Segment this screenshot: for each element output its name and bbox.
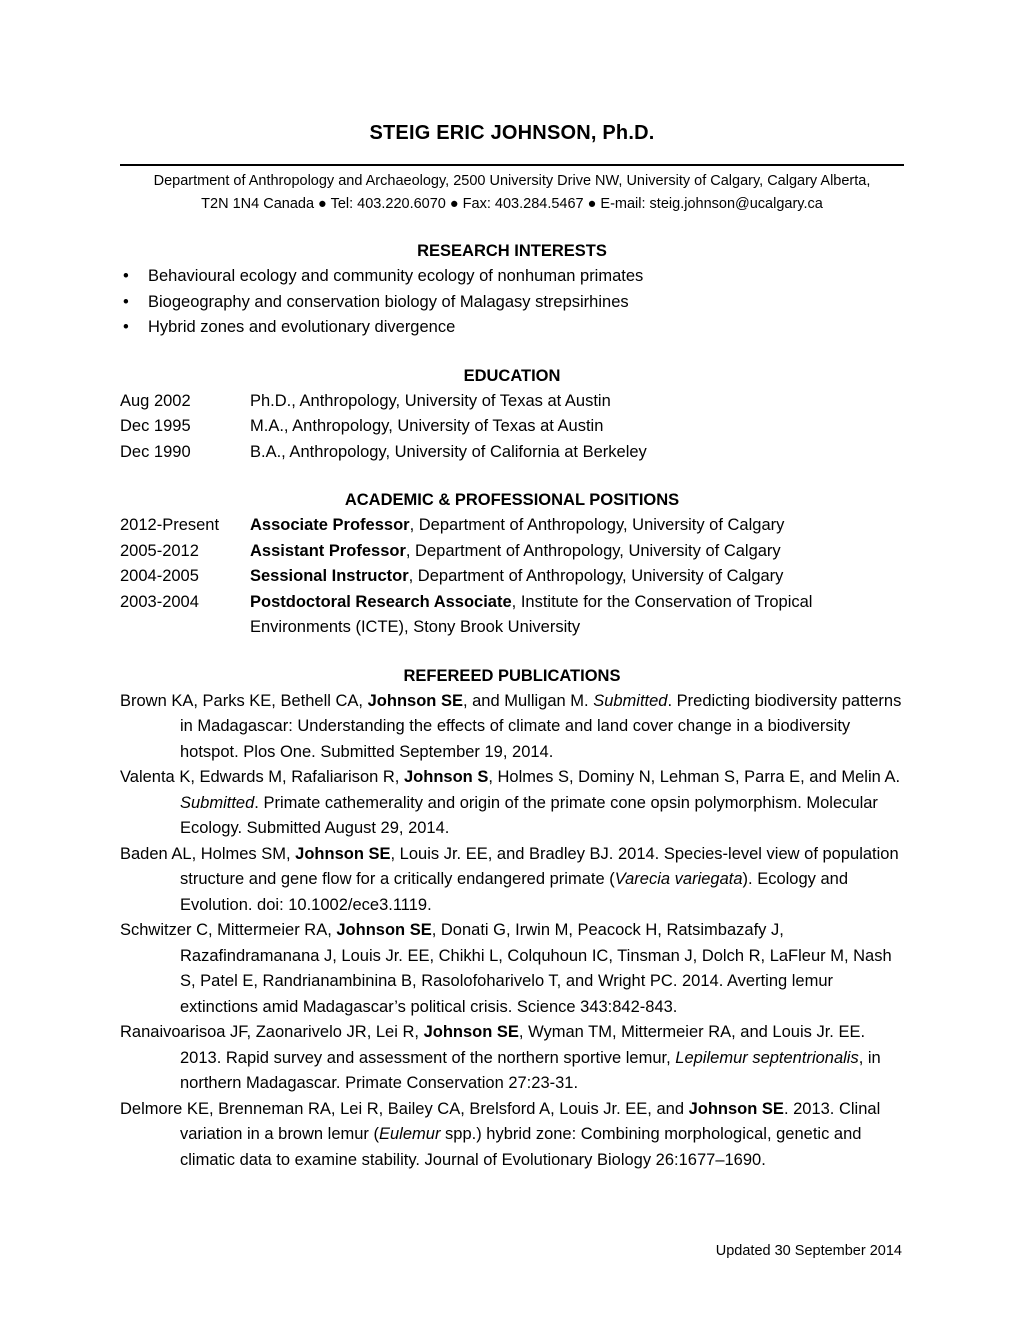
list-item [120,315,904,341]
text-segment: Ranaivoarisoa JF, Zaonarivelo JR, Lei R, [120,1023,424,1041]
list-item-text: Behavioural ecology and community ecology of nonhuman primates [148,267,644,285]
text-segment: Johnson S [403,768,489,786]
position-row [120,564,904,590]
cv-page [120,121,904,1173]
list-item [120,264,904,290]
text-segment: Johnson SE [688,1099,784,1118]
position-row [120,513,904,539]
text-segment: Johnson SE [295,844,391,863]
position-dates: 2003-2004 [120,592,199,611]
text-segment: , Department of Anthropology, University of Calgary [409,516,785,534]
education-detail: M.A., Anthropology, University of Texas at Austin [250,417,604,435]
position-detail [250,539,904,565]
contact-block [120,170,904,216]
publication-entry [120,842,904,919]
section-publications [120,663,904,1174]
text-segment: , and Mulligan M. [462,691,594,710]
text-segment: Varecia variegata [614,870,743,888]
education-date: Aug 2002 [120,391,191,410]
position-row [120,539,904,565]
page-title: STEIG ERIC JOHNSON, Ph.D. [369,122,655,144]
position-dates: 2005-2012 [120,541,199,560]
text-segment: . 2013. Clinal variation in a brown lemur ( [180,1099,881,1143]
publications-list [120,689,904,1174]
contact-address-line: Department of Anthropology and Archaeology, 2500 University Drive NW, University of Calgary, Calgary Alberta, [153,173,871,189]
text-segment: Submitted [593,691,668,710]
text-segment: Johnson SE [423,1023,519,1041]
position-row [120,590,904,641]
text-segment: ). Ecology and Evolution. doi: 10.1002/ece3.1119. [180,870,849,914]
text-segment: spp.) hybrid zone: Combining morphological, genetic and climatic data to examine stability. Journal of Evolutionary Biology 26:1677–1690. [180,1125,862,1169]
text-segment: Postdoctoral Research Associate [250,592,512,611]
section-heading: ACADEMIC & PROFESSIONAL POSITIONS [344,491,680,509]
text-segment: Associate Professor [250,516,410,534]
education-row [120,440,904,466]
education-detail: B.A., Anthropology, University of California at Berkeley [250,442,647,461]
text-segment: Eulemur [379,1125,441,1143]
text-segment: , Donati G, Irwin M, Peacock H, Ratsimbazafy J, Razafindramanana J, Louis Jr. EE, Chikhi L, Colquhoun IC, Tinsman J, Dolch R, LaFleur M, Nash S, Patel E, Randrianambinina B, Rasolofoharivelo T, and Wright PC. 2014. Averting lemur extinctions amid Madagascar’s political crisis. Science 343:842-843. [180,921,892,1016]
section-heading: RESEARCH INTERESTS [417,242,607,260]
text-segment: Brown KA, Parks KE, Bethell CA, [120,691,368,710]
section-education [120,363,904,466]
section-heading: EDUCATION [463,366,561,385]
text-segment: , in northern Madagascar. Primate Conservation 27:23-31. [180,1048,881,1092]
education-row [120,389,904,415]
text-segment: , Wyman TM, Mittermeier RA, and Louis Jr. EE. 2013. Rapid survey and assessment of the northern sportive lemur, [180,1023,866,1067]
bullet-icon: • [123,267,129,285]
publication-entry [120,689,904,766]
text-segment: Assistant Professor [250,541,406,560]
position-dates: 2012-Present [120,516,220,534]
section-research-interests [120,238,904,341]
education-date: Dec 1990 [120,442,191,461]
education-date: Dec 1995 [120,417,191,435]
education-detail: Ph.D., Anthropology, University of Texas at Austin [250,391,611,410]
text-segment: , Department of Anthropology, University of Calgary [405,541,781,560]
section-positions [120,487,904,641]
text-segment: , Holmes S, Dominy N, Lehman S, Parra E, and Melin A. [488,768,901,786]
text-segment: , Louis Jr. EE, and Bradley BJ. 2014. Species-level view of population structure and gene flow for a critically endangered primate ( [180,844,899,888]
publication-entry [120,1020,904,1097]
text-segment: , Department of Anthropology, University of Calgary [408,567,784,585]
position-detail [250,564,904,590]
education-list [120,389,904,466]
text-segment: . Primate cathemerality and origin of the primate cone opsin polymorphism. Molecular Ecology. Submitted August 29, 2014. [180,793,878,837]
header-divider-line [120,164,904,166]
text-segment: , Institute for the Conservation of Tropical Environments (ICTE), Stony Brook University [250,592,813,636]
education-row [120,414,904,440]
text-segment: Valenta K, Edwards M, Rafaliarison R, [120,768,404,786]
position-detail [250,590,904,641]
list-item-text: Biogeography and conservation biology of Malagasy strepsirhines [148,292,629,311]
text-segment: Baden AL, Holmes SM, [120,844,296,863]
publication-entry [120,1097,904,1174]
section-heading: REFEREED PUBLICATIONS [403,666,621,685]
position-dates: 2004-2005 [120,567,199,585]
list-item [120,290,904,316]
text-segment: Sessional Instructor [250,567,409,585]
contact-phone-email-line: T2N 1N4 Canada ● Tel: 403.220.6070 ● Fax: 403.284.5467 ● E-mail: steig.johnson@ucalgary.ca [201,196,823,212]
text-segment: Submitted [180,793,255,812]
positions-list [120,513,904,641]
publication-entry [120,765,904,842]
text-segment: Schwitzer C, Mittermeier RA, [120,921,337,939]
text-segment: . Predicting biodiversity patterns in Madagascar: Understanding the effects of climate and land cover change in a biodiversity hotspot. Plos One. Submitted September 19, 2014. [180,691,902,761]
text-segment: Johnson SE [336,921,432,939]
bullet-icon: • [123,292,129,311]
position-detail [250,513,904,539]
list-item-text: Hybrid zones and evolutionary divergence [148,318,456,336]
footer-updated-date: Updated 30 September 2014 [715,1243,902,1259]
text-segment: Delmore KE, Brenneman RA, Lei R, Bailey CA, Brelsford A, Louis Jr. EE, and [120,1099,689,1118]
text-segment: Johnson SE [367,691,463,710]
research-interests-list [120,264,904,341]
text-segment: Lepilemur septentrionalis [675,1048,859,1067]
bullet-icon: • [123,318,129,336]
publication-entry [120,918,904,1020]
